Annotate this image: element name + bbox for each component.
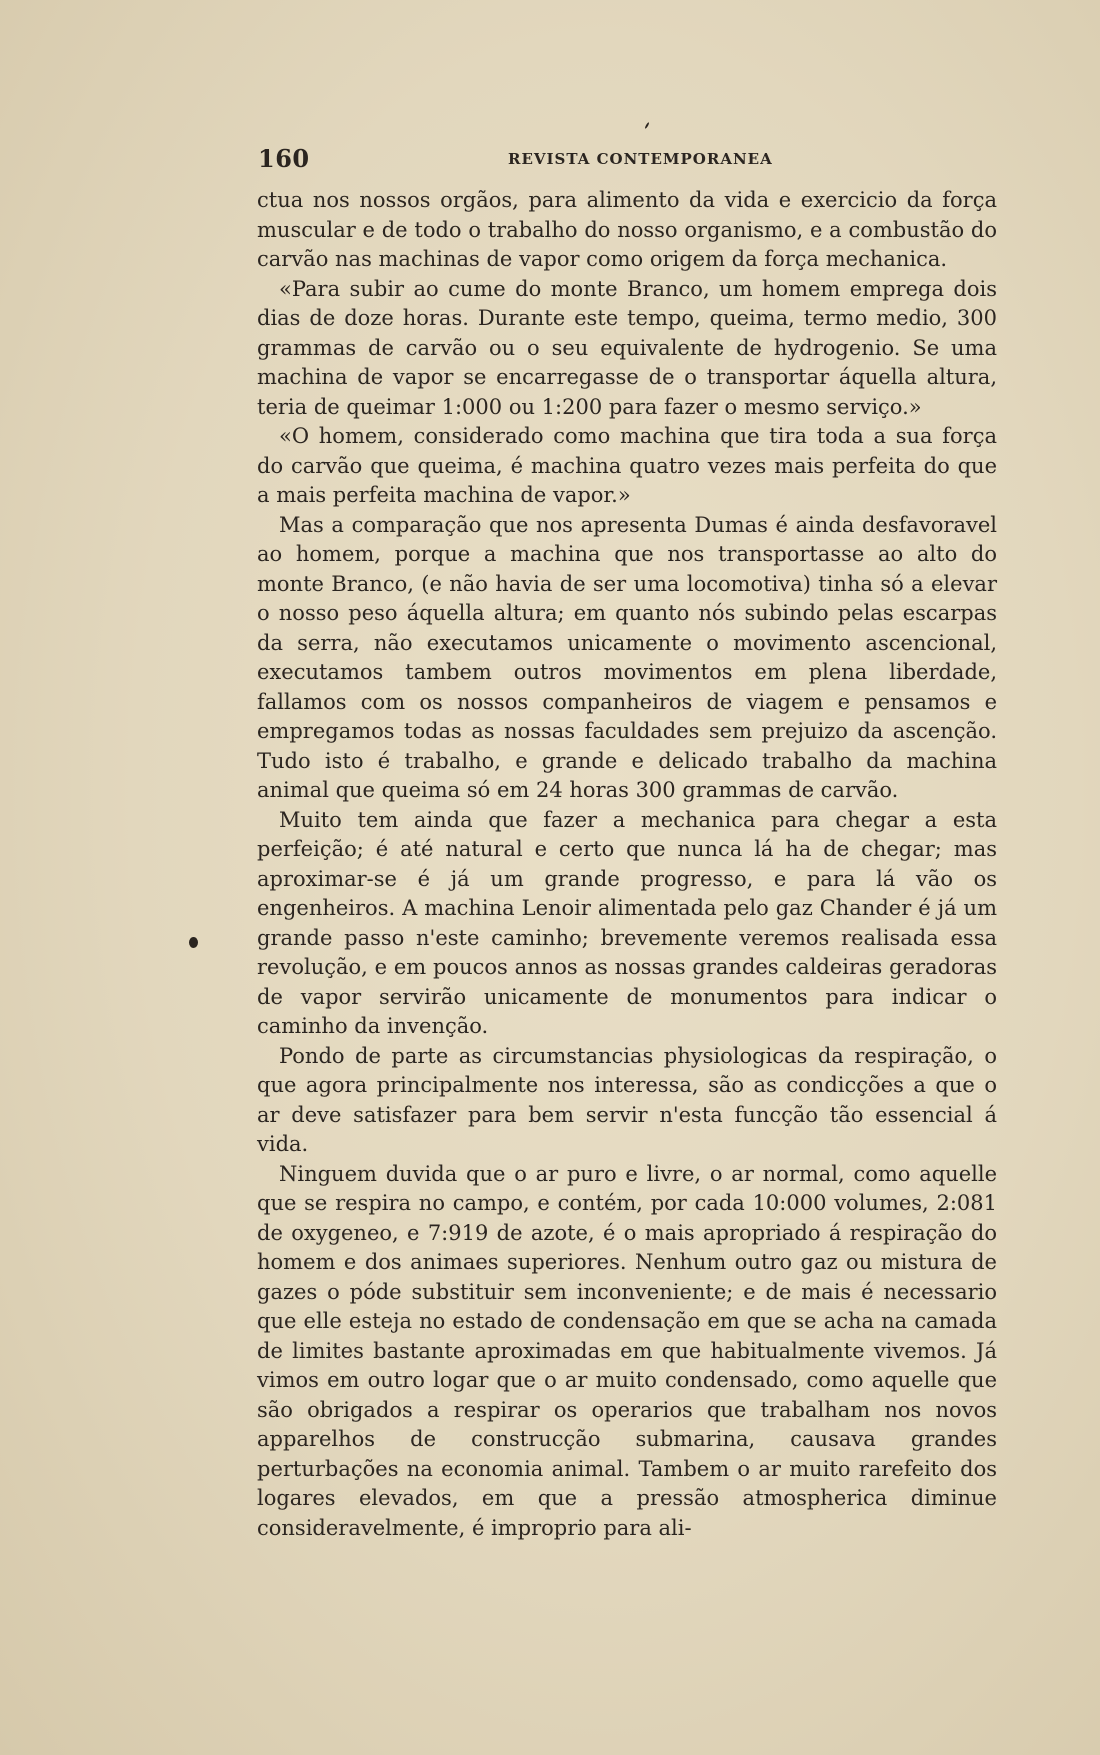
paragraph: ctua nos nossos orgãos, para alimento da vida e exercicio da força muscular e de todo o trabalho do nosso organismo, e a combustão do carvão nas machinas de vapor como origem da força mechanica. [257,188,997,271]
running-title: REVISTA CONTEMPORANEA [508,150,773,168]
paragraph: «O homem, considerado como machina que tira toda a sua força do carvão que queima, é machina quatro vezes mais perfeita do que a mais perfeita machina de vapor.» [257,424,997,507]
paragraph: Muito tem ainda que fazer a mechanica para chegar a esta perfeição; é até natural e certo que nunca lá ha de chegar; mas aproximar-se é já um grande progresso, e para lá vão os engenheiros. A machina Lenoir alimentada pelo gaz Chander é já um grande passo n'este caminho; brevemente veremos realisada essa revolução, e em poucos annos as nossas grandes caldeiras geradoras de vapor servirão unicamente de monumentos para indicar o caminho da invenção. [257,807,997,1038]
ink-speck [644,122,649,129]
paragraph: «Para subir ao cume do monte Branco, um homem emprega dois dias de doze horas. Durante este tempo, queima, termo medio, 300 grammas de carvão ou o seu equivalente de hydrogenio. Se uma machina de vapor se encarregasse de o transportar áquella altura, teria de queimar 1:000 ou 1:200 para fazer o mesmo serviço.» [257,276,997,419]
body-text [257,186,997,1543]
paragraph: Mas a comparação que nos apresenta Dumas é ainda desfavoravel ao homem, porque a machina que nos transportasse ao alto do monte Branco, (e não havia de ser uma locomotiva) tinha só a elevar o nosso peso áquella altura; em quanto nós subindo pelas escarpas da serra, não executamos unicamente o movimento ascencional, executamos tambem outros movimentos em plena liberdade, fallamos com os nossos companheiros de viagem e pensamos e empregamos todas as nossas faculdades sem prejuizo da ascenção. Tudo isto é trabalho, e grande e delicado trabalho da machina animal que queima só em 24 horas 300 grammas de carvão. [257,512,997,802]
page-number: 160 [258,144,310,173]
page-header [258,144,958,174]
paragraph: Ninguem duvida que o ar puro e livre, o ar normal, como aquelle que se respira no campo, e contém, por cada 10:000 volumes, 2:081 de oxygeneo, e 7:919 de azote, é o mais apropriado á respiração do homem e dos animaes superiores. Nenhum outro gaz ou mistura de gazes o póde substituir sem inconveniente; e de mais é necessario que elle esteja no estado de condensação em que se acha na camada de limites bastante aproximadas em que habitualmente vivemos. Já vimos em outro logar que o ar muito condensado, como aquelle que são obrigados a respirar os operarios que trabalham nos novos apparelhos de construcção submarina, causava grandes perturbações na economia animal. Tambem o ar muito rarefeito dos logares elevados, em que a pressão atmospherica diminue consideravelmente, é improprio para ali- [257,1161,997,1540]
ink-speck [189,937,198,948]
paragraph: Pondo de parte as circumstancias physiologicas da respiração, o que agora principalmente nos interessa, são as condicções a que o ar deve satisfazer para bem servir n'esta funcção tão essencial á vida. [257,1043,997,1156]
